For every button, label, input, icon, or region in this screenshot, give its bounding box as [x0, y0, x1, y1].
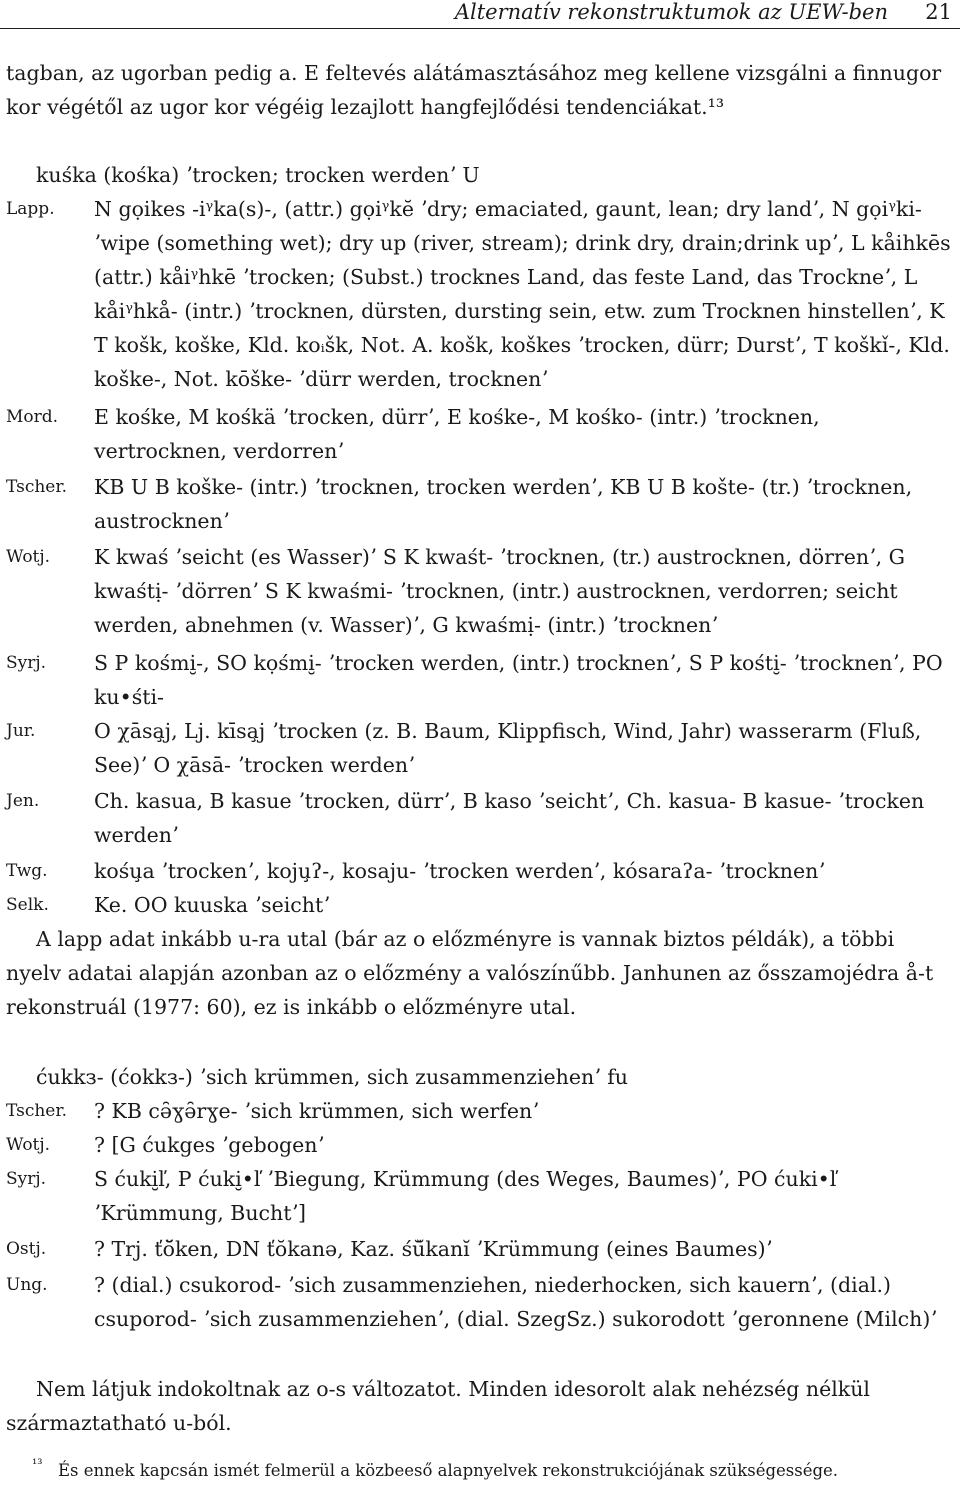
- entry-text: K kwaś ʼseicht (es Wasser)ʼ S K kwaśt- ʼtrocknen, (tr.) austrocknen, dörrenʼ, G kwaśtị- ʼdörrenʼ S K kwaśmi- ʼtrocknen, (intr.) austrocknen, verdorren; seicht werden, abnehmen (v. Wasser)ʼ, G kwaśmị- (intr.) ʼtrocknenʼ: [94, 545, 905, 637]
- entry2-row-ung: [6, 1268, 954, 1336]
- entry-text: ? (dial.) csukorod- ʼsich zusammenziehen, niederhocken, sich kauernʼ, (dial.) csuporod- ʼsich zusammenziehenʼ, (dial. SzegSz.) sukorodott ʼgeronnene (Milch)ʼ: [94, 1273, 937, 1331]
- language-label: Mord.: [6, 407, 59, 427]
- language-label: Jen.: [6, 791, 40, 811]
- entry-text: ? [G ćukges ʼgebogenʼ: [94, 1133, 325, 1157]
- entry1-row-selk: [6, 888, 954, 922]
- entry1-row-mord: [6, 400, 954, 468]
- entry-text: Ch. kasua, B kasue ʼtrocken, dürrʼ, B kaso ʼseichtʼ, Ch. kasua- B kasue- ʼtrocken werdenʼ: [94, 789, 925, 847]
- running-title: Alternatív rekonstruktumok az UEW-ben: [454, 0, 888, 24]
- language-label: Wotj.: [6, 547, 51, 567]
- language-label: Selk.: [6, 895, 49, 915]
- entry-text: kośu̧a ʼtrockenʼ, koju̧ʔ-, kosaju- ʼtrocken werdenʼ, kósaraʔa- ʼtrocknenʼ: [94, 859, 825, 883]
- running-header: [0, 0, 960, 29]
- entry1-row-twg: [6, 854, 954, 888]
- entry-text: S P kośmi̮-, SO kọśmi̮- ʼtrocken werden, (intr.) trocknenʼ, S P kośti̮- ʼtrocknenʼ, PO ku•śti-: [94, 651, 943, 709]
- language-label: Jur.: [6, 721, 36, 741]
- language-label: Ostj.: [6, 1239, 47, 1259]
- footnote-marker: ¹³: [32, 1457, 43, 1472]
- language-label: Lapp.: [6, 199, 55, 219]
- entry-text: KB U B koške- (intr.) ʼtrocknen, trocken werdenʼ, KB U B košte- (tr.) ʼtrocknen, austrocknenʼ: [94, 475, 913, 533]
- entry-text: E kośke, M kośkä ʼtrocken, dürrʼ, E kośke-, M kośko- (intr.) ʼtrocknen, vertrocknen, verdorrenʼ: [94, 405, 820, 463]
- language-label: Tscher.: [6, 1101, 68, 1121]
- language-label: Tscher.: [6, 477, 68, 497]
- language-label: Wotj.: [6, 1135, 51, 1155]
- intro-paragraph: tagban, az ugorban pedig a. E feltevés alátámasztásához meg kellene vizsgálni a finnugor kor végétől az ugor kor végéig lezajlott hangfejlődési tendenciákat.¹³: [6, 61, 942, 119]
- entry2-row-ostj: [6, 1232, 954, 1266]
- footnote-text: És ennek kapcsán ismét felmerül a közbeeső alapnyelvek rekonstrukciójának szükségessége.: [58, 1461, 839, 1480]
- entry-text: ? KB cə̑ɣə̑rɣe- ʼsich krümmen, sich werfenʼ: [94, 1099, 539, 1123]
- entry1-row-tscher: [6, 470, 954, 538]
- entry1-row-syrj: [6, 646, 954, 714]
- entry-text: ? Trj. ťŏ̆ken, DN ťŏkanə, Kaz. śŭ̆kanĭ ʼKrümmung (eines Baumes)ʼ: [94, 1237, 773, 1261]
- entry-text: S ćuki̮ľ, P ćuki̮•ľ ʼBiegung, Krümmung (des Weges, Baumes)ʼ, PO ćuki•ľ ʼKrümmung, Buchtʼ]: [94, 1167, 837, 1225]
- entry1-headword: kuśka (kośka) ʼtrocken; trocken werdenʼ U: [36, 163, 480, 187]
- page-number: 21: [925, 0, 952, 24]
- entry1-row-lapp: [6, 192, 954, 396]
- entry1-row-wotj: [6, 540, 954, 642]
- footnote: [32, 1457, 954, 1484]
- language-label: Ung.: [6, 1275, 48, 1295]
- entry2-row-wotj: [6, 1128, 954, 1162]
- entry-text: Ke. OO kuuska ʼseichtʼ: [94, 893, 330, 917]
- entry-text: O χāsa̧j, Lj. kīsa̧j ʼtrocken (z. B. Baum, Klippfisch, Wind, Jahr) wasserarm (Fluß, See)ʼ O χāsā- ʼtrocken werdenʼ: [94, 719, 922, 777]
- entry2-conclusion: Nem látjuk indokoltnak az o-s változatot. Minden idesorolt alak nehézség nélkül származtatható u-ból.: [6, 1377, 870, 1435]
- entry2-row-tscher: [6, 1094, 954, 1128]
- entry2-headword: ćukkз- (ćokkз-) ʼsich krümmen, sich zusammenziehenʼ fu: [36, 1065, 628, 1089]
- entry2-row-syrj: [6, 1162, 954, 1230]
- language-label: Syrj.: [6, 653, 47, 673]
- language-label: Syrj.: [6, 1169, 47, 1189]
- entry1-row-jen: [6, 784, 954, 852]
- entry1-conclusion: A lapp adat inkább u-ra utal (bár az o előzményre is vannak biztos példák), a többi nyelv adatai alapján azonban az o előzmény a valószínűbb. Janhunen az ősszamojédra å-t rekonstruál (1977: 60), ez is inkább o előzményre utal.: [6, 927, 934, 1019]
- entry-text: N gọikes -iᵞka(s)-, (attr.) gọiᵞkĕ ʼdry; emaciated, gaunt, lean; dry landʼ, N gọiᵞki- ʼwipe (something wet); dry up (river, stream); drink dry, drain;drink upʼ, L kåihkēs (attr.) kåiᵞhkē ʼtrocken; (Subst.) trocknes Land, das feste Land, das Trockneʼ, L kåiᵞhkå- (intr.) ʼtrocknen, dürsten, dursting sein, etw. zum Trocknen hinstellenʼ, K T košk, koške, Kld. koᵢšk, Not. A. košk, koškes ʼtrocken, dürr; Durstʼ, T koškǐ-, Kld. koške-, Not. kōške- ʼdürr werden, trocknenʼ: [94, 197, 951, 391]
- entry1-row-jur: [6, 714, 954, 782]
- language-label: Twg.: [6, 861, 48, 881]
